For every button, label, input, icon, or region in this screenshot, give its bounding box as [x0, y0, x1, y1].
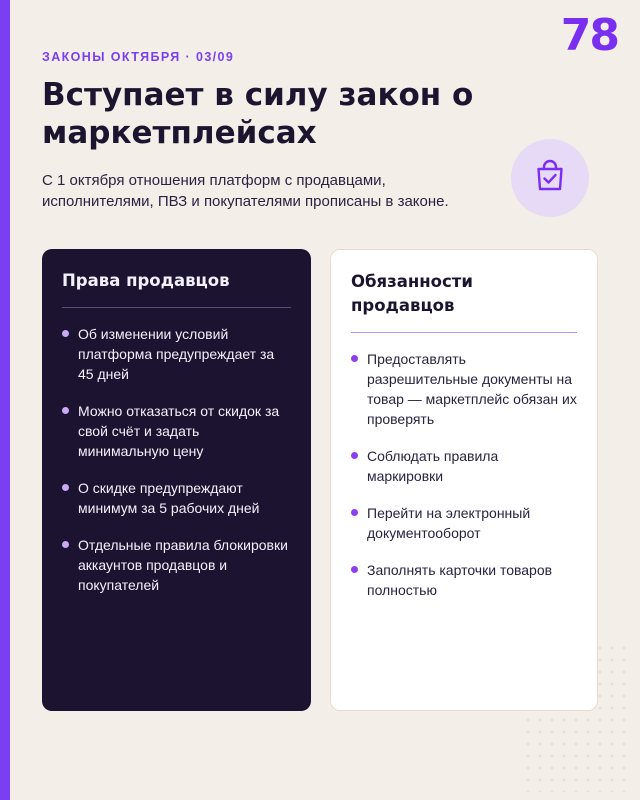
bullet-icon	[62, 541, 69, 548]
list-item: Соблюдать правила маркировки	[351, 446, 577, 486]
bullet-icon	[62, 330, 69, 337]
list-item: О скидке предупреждают минимум за 5 рабочих дней	[62, 478, 291, 518]
seller-duties-title: Обязанности продавцов	[351, 272, 473, 315]
page-title: Вступает в силу закон о маркетплейсах	[42, 77, 474, 151]
section-kicker: ЗАКОНЫ ОКТЯБРЯ · 03/09	[42, 50, 235, 64]
list-item: Отдельные правила блокировки аккаунтов продавцов и покупателей	[62, 535, 291, 595]
accent-stripe	[0, 0, 10, 800]
bullet-icon	[62, 407, 69, 414]
bullet-icon	[351, 452, 358, 459]
icon-badge	[511, 139, 589, 217]
bullet-icon	[351, 566, 358, 573]
list-item: Заполнять карточки товаров полностью	[351, 560, 577, 600]
seller-duties-card	[330, 249, 598, 711]
list-item: Можно отказаться от скидок за свой счёт и задать минимальную цену	[62, 401, 291, 461]
bullet-icon	[62, 484, 69, 491]
brand-logo: 78	[560, 10, 618, 61]
seller-rights-title: Права продавцов	[62, 271, 230, 290]
bullet-icon	[351, 509, 358, 516]
list-item: Об изменении условий платформа предупреждает за 45 дней	[62, 324, 291, 384]
shopping-bag-check-icon	[532, 158, 568, 199]
bullet-icon	[351, 355, 358, 362]
list-item: Перейти на электронный документооборот	[351, 503, 577, 543]
list-item: Предоставлять разрешительные документы на товар — маркетплейс обязан их проверять	[351, 349, 577, 429]
seller-duties-list	[351, 349, 577, 600]
seller-rights-card	[42, 249, 311, 711]
divider	[351, 332, 577, 333]
page-subtitle: С 1 октября отношения платформ с продавцами, исполнителями, ПВЗ и покупателями прописаны в законе.	[42, 172, 449, 210]
seller-rights-list	[62, 324, 291, 595]
divider	[62, 307, 291, 308]
